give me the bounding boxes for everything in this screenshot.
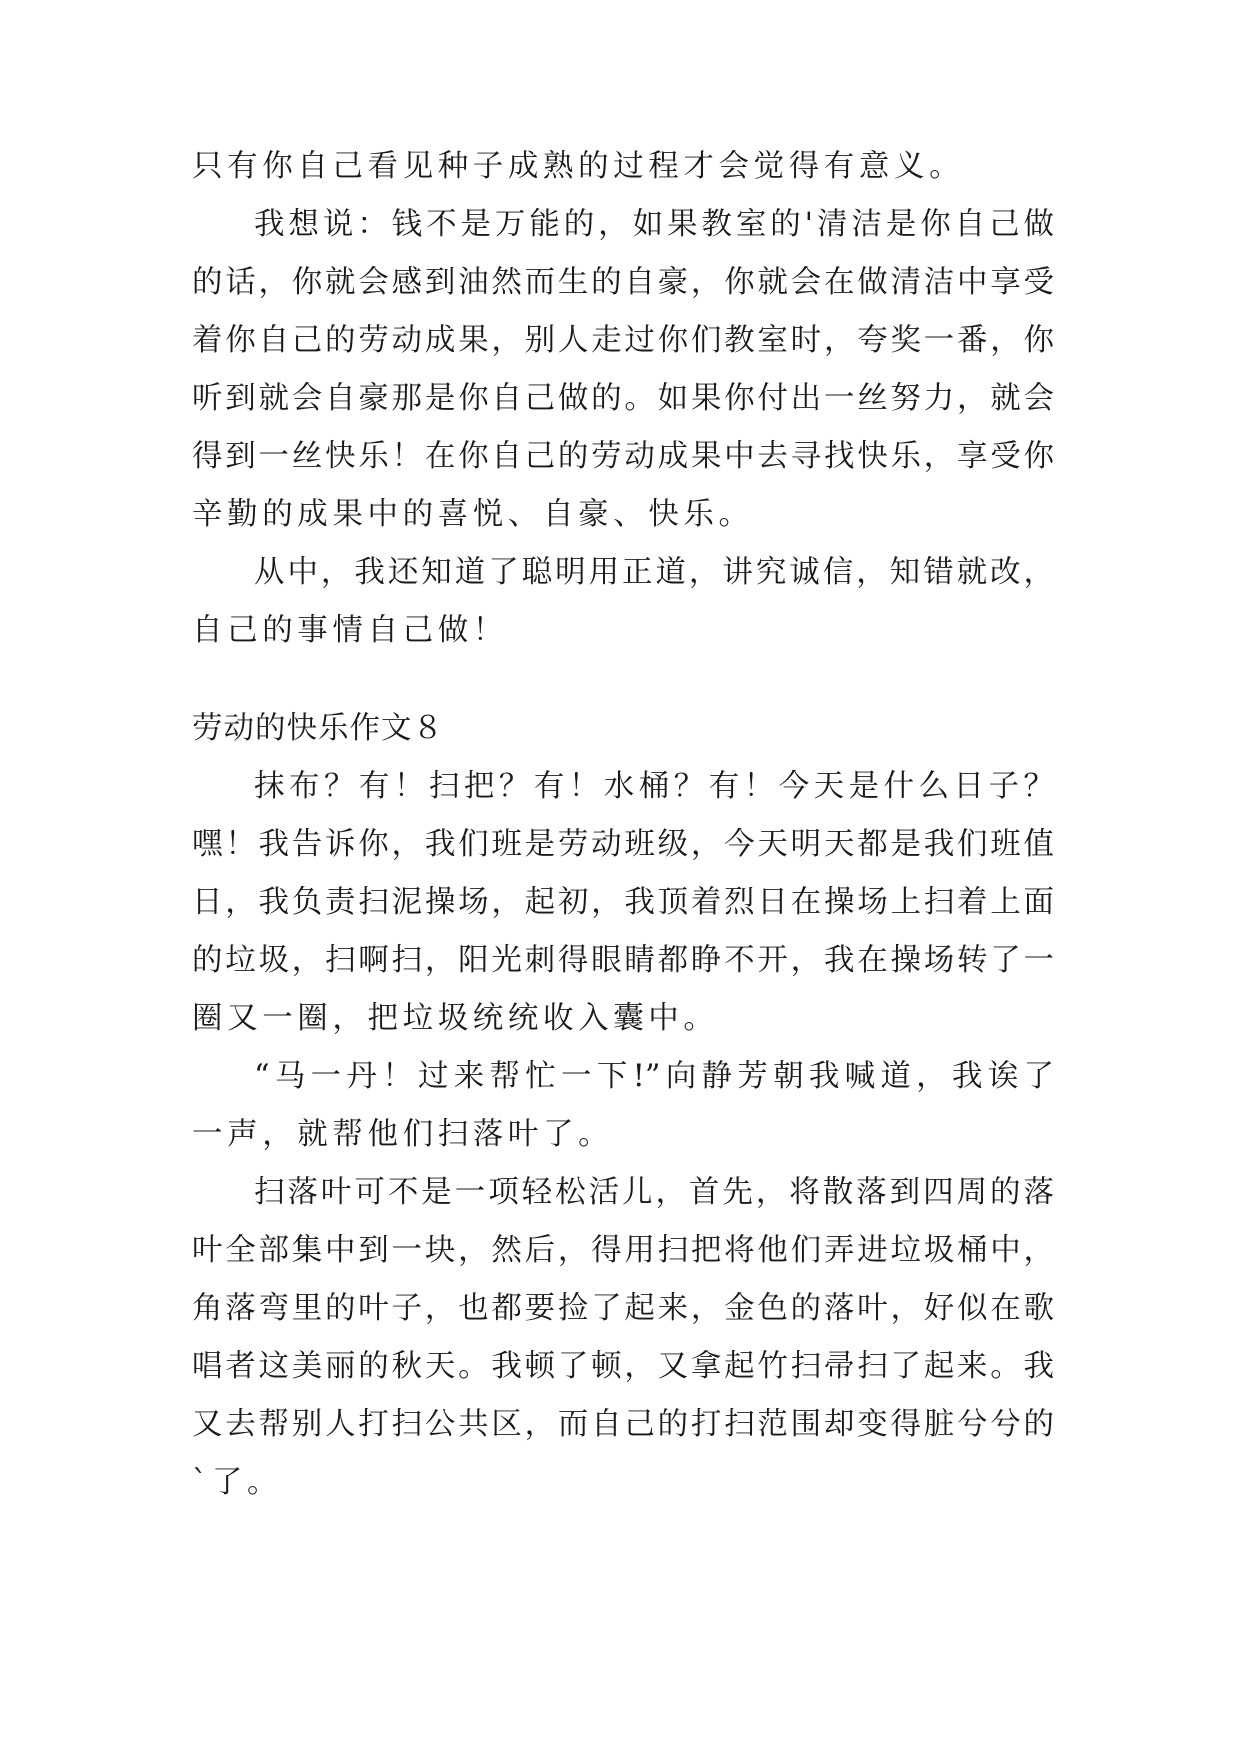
text-line: 着你自己的劳动成果，别人走过你们教室时，夸奖一番，你 (192, 323, 1054, 358)
text-line: 唱者这美丽的秋天。我顿了顿，又拿起竹扫帚扫了起来。我 (192, 1349, 1054, 1384)
text-line: “马一丹！过来帮忙一下!”向静芳朝我喊道，我诶了 (254, 1059, 1054, 1094)
text-line: 抹布？有！扫把？有！水桶？有！今天是什么日子？ (254, 769, 1054, 804)
text-line: 的话，你就会感到油然而生的自豪，你就会在做清洁中享受 (192, 265, 1054, 300)
text-line: 一声，就帮他们扫落叶了。 (192, 1117, 614, 1152)
text-line: 嘿！我告诉你，我们班是劳动班级，今天明天都是我们班值 (192, 827, 1054, 862)
text-line: 叶全部集中到一块，然后，得用扫把将他们弄进垃圾桶中， (192, 1233, 1054, 1268)
section-heading: 劳动的快乐作文８ (192, 711, 444, 746)
text-line: 日，我负责扫泥操场，起初，我顶着烈日在操场上扫着上面 (192, 885, 1054, 920)
text-line: 辛勤的成果中的喜悦、自豪、快乐。 (192, 497, 754, 532)
text-line: 圈又一圈，把垃圾统统收入囊中。 (192, 1001, 719, 1036)
text-line: 从中，我还知道了聪明用正道，讲究诚信，知错就改， (254, 555, 1054, 590)
text-line: 扫落叶可不是一项轻松活儿，首先，将散落到四周的落 (254, 1175, 1054, 1210)
text-line: 角落弯里的叶子，也都要捡了起来，金色的落叶，好似在歌 (192, 1291, 1054, 1326)
text-line: 得到一丝快乐！在你自己的劳动成果中去寻找快乐，享受你 (192, 439, 1054, 474)
text-line: 听到就会自豪那是你自己做的。如果你付出一丝努力，就会 (192, 381, 1054, 416)
text-line: 的垃圾，扫啊扫，阳光刺得眼睛都睁不开，我在操场转了一 (192, 943, 1054, 978)
text-line: 我想说：钱不是万能的，如果教室的'清洁是你自己做 (254, 207, 1054, 242)
text-line: 又去帮别人打扫公共区，而自己的打扫范围却变得脏兮兮的 (192, 1407, 1054, 1442)
text-line: 自己的事情自己做！ (192, 613, 508, 648)
text-line: 只有你自己看见种子成熟的过程才会觉得有意义。 (192, 149, 965, 184)
text-line: `了。 (192, 1465, 283, 1500)
